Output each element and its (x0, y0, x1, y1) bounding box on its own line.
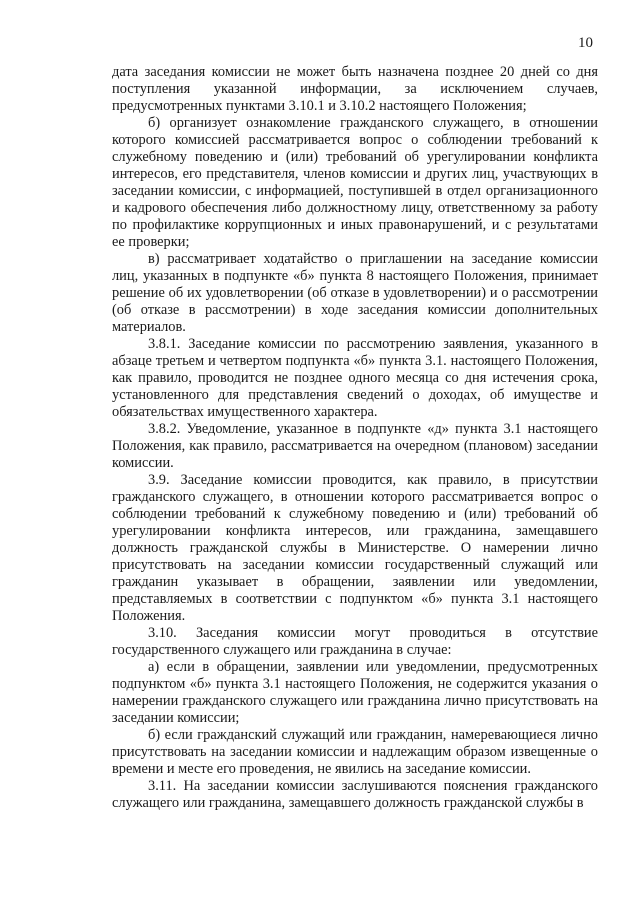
paragraph-3-11: 3.11. На заседании комиссии заслушиваются пояснения гражданского служащего или гражданина, замещавшего должность гражданской службы в (112, 778, 598, 811)
paragraph-3-10-a: а) если в обращении, заявлении или уведомлении, предусмотренных подпунктом «б» пункта 3.1 настоящего Положения, не содержится указания о намерении гражданского служащего или гражданина лично присутствовать на заседании комиссии; (112, 659, 598, 726)
paragraph-item-b: б) организует ознакомление гражданского служащего, в отношении которого комиссией рассматривается вопрос о соблюдении требований к служебному поведению и (или) требований об урегулировании конфликта интересов, его представителя, членов комиссии и других лиц, участвующих в заседании комиссии, с информацией, поступившей в отдел организационного и кадрового обеспечения либо должностному лицу, ответственному за работу по профилактике коррупционных и иных правонарушений, и с результатами ее проверки; (112, 115, 598, 250)
paragraph-3-10-b: б) если гражданский служащий или гражданин, намеревающиеся лично присутствовать на заседании комиссии и надлежащим образом извещенные о времени и месте его проведения, не явились на заседание комиссии. (112, 727, 598, 777)
paragraph-continuation: дата заседания комиссии не может быть назначена позднее 20 дней со дня поступления указанной информации, за исключением случаев, предусмотренных пунктами 3.10.1 и 3.10.2 настоящего Положения; (112, 64, 598, 114)
paragraph-item-v: в) рассматривает ходатайство о приглашении на заседание комиссии лиц, указанных в подпункте «б» пункта 8 настоящего Положения, принимает решение об их удовлетворении (об отказе в удовлетворении) и о рассмотрении (об отказе в рассмотрении) в ходе заседания комиссии дополнительных материалов. (112, 251, 598, 335)
page-number: 10 (578, 35, 593, 51)
paragraph-3-8-2: 3.8.2. Уведомление, указанное в подпункте «д» пункта 3.1 настоящего Положения, как правило, рассматривается на очередном (плановом) заседании комиссии. (112, 421, 598, 471)
paragraph-3-8-1: 3.8.1. Заседание комиссии по рассмотрению заявления, указанного в абзаце третьем и четвертом подпункта «б» пункта 3.1. настоящего Положения, как правило, проводится не позднее одного месяца со дня истечения срока, установленного для представления сведений о доходах, об имуществе и обязательствах имущественного характера. (112, 336, 598, 420)
document-body (112, 64, 598, 812)
paragraph-3-10: 3.10. Заседания комиссии могут проводиться в отсутствие государственного служащего или гражданина в случае: (112, 625, 598, 658)
paragraph-3-9: 3.9. Заседание комиссии проводится, как правило, в присутствии гражданского служащего, в отношении которого рассматривается вопрос о соблюдении требований к служебному поведению и (или) требований об урегулировании конфликта интересов, или гражданина, замещавшего должность гражданской службы в Министерстве. О намерении лично присутствовать на заседании комиссии государственный служащий или гражданин указывает в обращении, заявлении или уведомлении, представляемых в соответствии с подпунктом «б» пункта 3.1 настоящего Положения. (112, 472, 598, 624)
